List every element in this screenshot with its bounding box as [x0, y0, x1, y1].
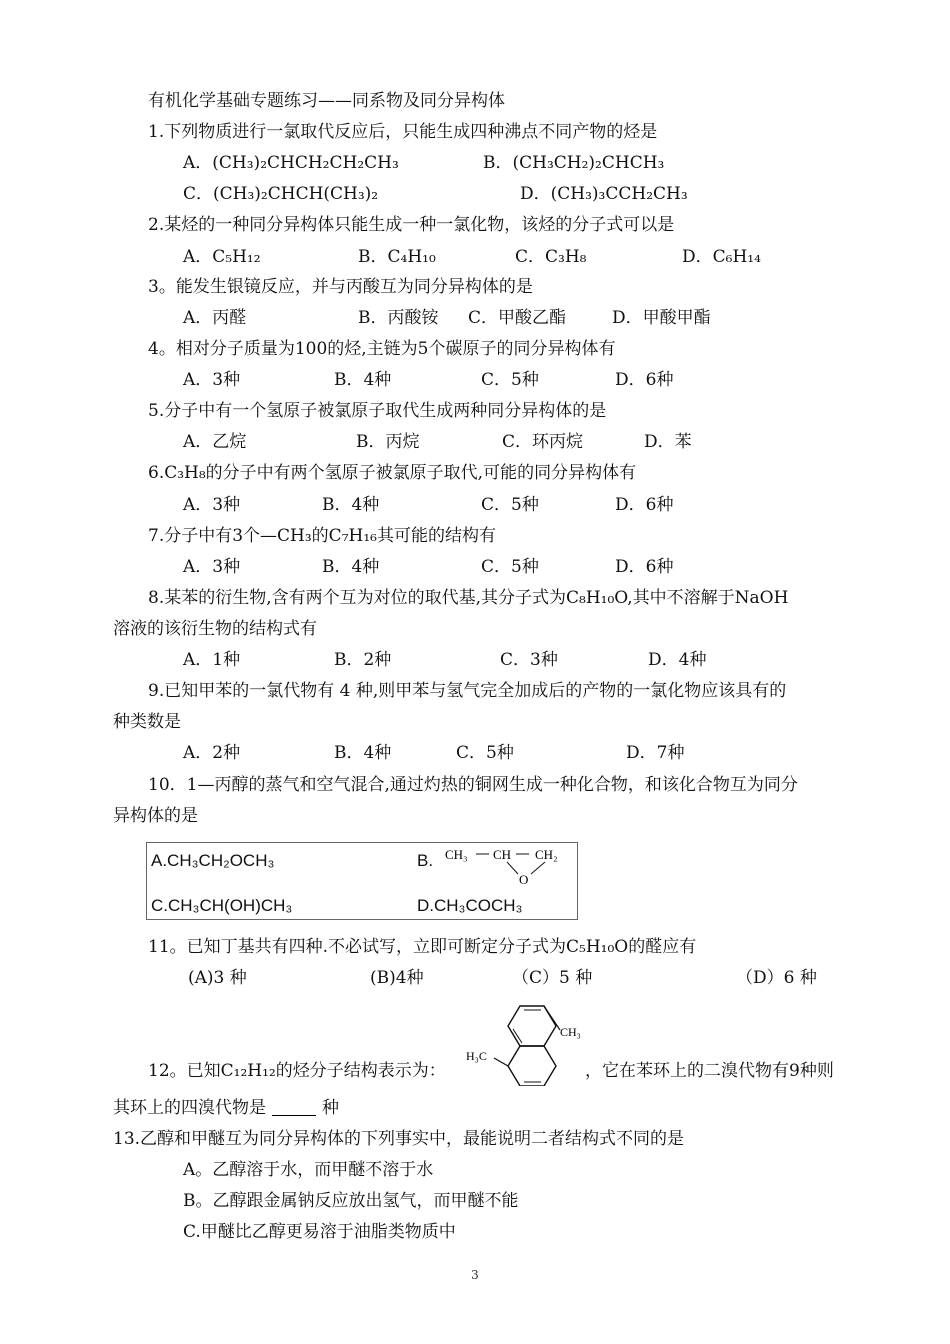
question-12-stem-line2-text: 其环上的四溴代物是: [113, 1098, 266, 1118]
question-8-stem-line2: 溶液的该衍生物的结构式有: [113, 619, 317, 639]
question-3-option-c: C．甲酸乙酯: [468, 308, 567, 328]
question-6-stem: 6.C₃H₈的分子中有两个氢原子被氯原子取代,可能的同分异构体有: [148, 463, 637, 483]
struct-o-label: O: [519, 872, 529, 887]
question-12-stem-part2: ，它在苯环上的二溴代物有9种则: [585, 1061, 834, 1081]
struct-h3c-left-label: H₃C: [466, 1049, 487, 1063]
question-1-option-a: A．(CH₃)₂CHCH₂CH₂CH₃: [183, 153, 399, 173]
question-3-option-a: A．丙醛: [183, 308, 247, 328]
question-7-option-d: D．6种: [615, 557, 674, 577]
question-9-option-d: D．7种: [626, 743, 685, 763]
question-2-option-d: D．C₆H₁₄: [682, 247, 761, 267]
question-13-option-b: B。乙醇跟金属钠反应放出氢气，而甲醚不能: [183, 1191, 519, 1211]
dimethylnaphthalene-structure: [464, 996, 588, 1086]
page-number: 3: [471, 1268, 479, 1282]
struct-ch2-label: CH₂: [535, 847, 558, 862]
question-9-stem-line2: 种类数是: [113, 712, 181, 732]
question-10-option-d: D.CH₃COCH₃: [417, 896, 523, 915]
question-10-options-box: [146, 842, 578, 920]
question-10-option-c: C.CH₃CH(OH)CH₃: [151, 896, 293, 915]
question-4-option-d: D．6种: [615, 370, 674, 390]
question-6-option-d: D．6种: [615, 495, 674, 515]
question-2-option-c: C．C₃H₈: [515, 247, 587, 267]
question-9-option-a: A．2种: [183, 743, 241, 763]
question-4-option-a: A．3种: [183, 370, 241, 390]
question-7-stem: 7.分子中有3个—CH₃的C₇H₁₆其可能的结构有: [148, 526, 496, 546]
question-12-stem-line2: [113, 1097, 339, 1119]
question-13-option-c: C.甲醚比乙醇更易溶于油脂类物质中: [183, 1222, 456, 1242]
question-1-option-d: D．(CH₃)₃CCH₂CH₃: [520, 184, 688, 204]
question-5-stem: 5.分子中有一个氢原子被氯原子取代生成两种同分异构体的是: [148, 401, 607, 421]
question-8-option-d: D．4种: [648, 650, 707, 670]
question-4-option-c: C．5种: [481, 370, 539, 390]
page-title: 有机化学基础专题练习——同系物及同分异构体: [148, 91, 505, 111]
question-6-option-a: A．3种: [183, 495, 241, 515]
question-1-option-c: C．(CH₃)₂CHCH(CH₃)₂: [183, 184, 379, 204]
question-13-option-a: A。乙醇溶于水，而甲醚不溶于水: [183, 1160, 434, 1180]
question-11-stem: 11。已知丁基共有四种.不必试写，立即可断定分子式为C₅H₁₀O的醛应有: [148, 937, 697, 957]
question-7-option-b: B．4种: [322, 557, 380, 577]
question-11-option-c: （C）5 种: [512, 968, 593, 988]
question-9-option-c: C．5种: [456, 743, 514, 763]
question-2-option-a: A．C₅H₁₂: [183, 247, 261, 267]
question-5-option-a: A．乙烷: [183, 432, 247, 452]
question-5-option-b: B．丙烷: [356, 432, 420, 452]
question-1-option-b: B．(CH₃CH₂)₂CHCH₃: [483, 153, 665, 173]
question-7-option-c: C．5种: [481, 557, 539, 577]
question-11-option-d: （D）6 种: [736, 968, 817, 988]
question-13-stem: 13.乙醇和甲醚互为同分异构体的下列事实中，最能说明二者结构式不同的是: [113, 1129, 685, 1149]
question-10-option-b: B.: [417, 851, 434, 870]
question-3-stem: 3。能发生银镜反应，并与丙酸互为同分异构体的是: [148, 277, 533, 297]
struct-ch3-label: CH₃: [445, 847, 468, 862]
question-6-option-c: C．5种: [481, 495, 539, 515]
question-5-option-d: D．苯: [644, 432, 692, 452]
question-10-option-a: A.CH₃CH₂OCH₃: [151, 851, 275, 870]
epoxide-structure: [443, 843, 577, 887]
question-4-option-b: B．4种: [334, 370, 392, 390]
question-7-option-a: A．3种: [183, 557, 241, 577]
question-8-option-b: B．2种: [334, 650, 392, 670]
question-11-option-a: (A)3 种: [188, 968, 247, 988]
struct-ch-label: CH: [493, 847, 512, 862]
answer-blank[interactable]: [272, 1097, 316, 1116]
question-1-stem: 1.下列物质进行一氯取代反应后，只能生成四种沸点不同产物的烃是: [148, 122, 658, 142]
question-2-option-b: B．C₄H₁₀: [358, 247, 436, 267]
question-3-option-b: B．丙酸铵: [358, 308, 439, 328]
question-10-stem-line2: 异构体的是: [113, 806, 198, 826]
question-9-stem-line1: 9.已知甲苯的一氯代物有 4 种,则甲苯与氢气完全加成后的产物的一氯化物应该具有的: [148, 681, 787, 701]
question-8-option-a: A．1种: [183, 650, 241, 670]
question-10-stem-line1: 10．1—丙醇的蒸气和空气混合,通过灼热的铜网生成一种化合物，和该化合物互为同分: [148, 775, 798, 795]
question-8-option-c: C．3种: [500, 650, 558, 670]
question-12-unit: 种: [322, 1098, 339, 1118]
question-2-stem: 2.某烃的一种同分异构体只能生成一种一氯化物，该烃的分子式可以是: [148, 215, 675, 235]
question-6-option-b: B．4种: [322, 495, 380, 515]
question-11-option-b: (B)4种: [370, 968, 424, 988]
question-5-option-c: C．环丙烷: [502, 432, 584, 452]
question-3-option-d: D．甲酸甲酯: [612, 308, 711, 328]
struct-ch3-right-label: CH₃: [560, 1025, 581, 1039]
question-8-stem-line1: 8.某苯的衍生物,含有两个互为对位的取代基,其分子式为C₈H₁₀O,其中不溶解于NaOH: [148, 588, 789, 608]
question-9-option-b: B．4种: [334, 743, 392, 763]
question-4-stem: 4。相对分子质量为100的烃,主链为5个碳原子的同分异构体有: [148, 339, 616, 359]
question-12-stem-part1: 12。已知C₁₂H₁₂的烃分子结构表示为：: [148, 1061, 446, 1081]
